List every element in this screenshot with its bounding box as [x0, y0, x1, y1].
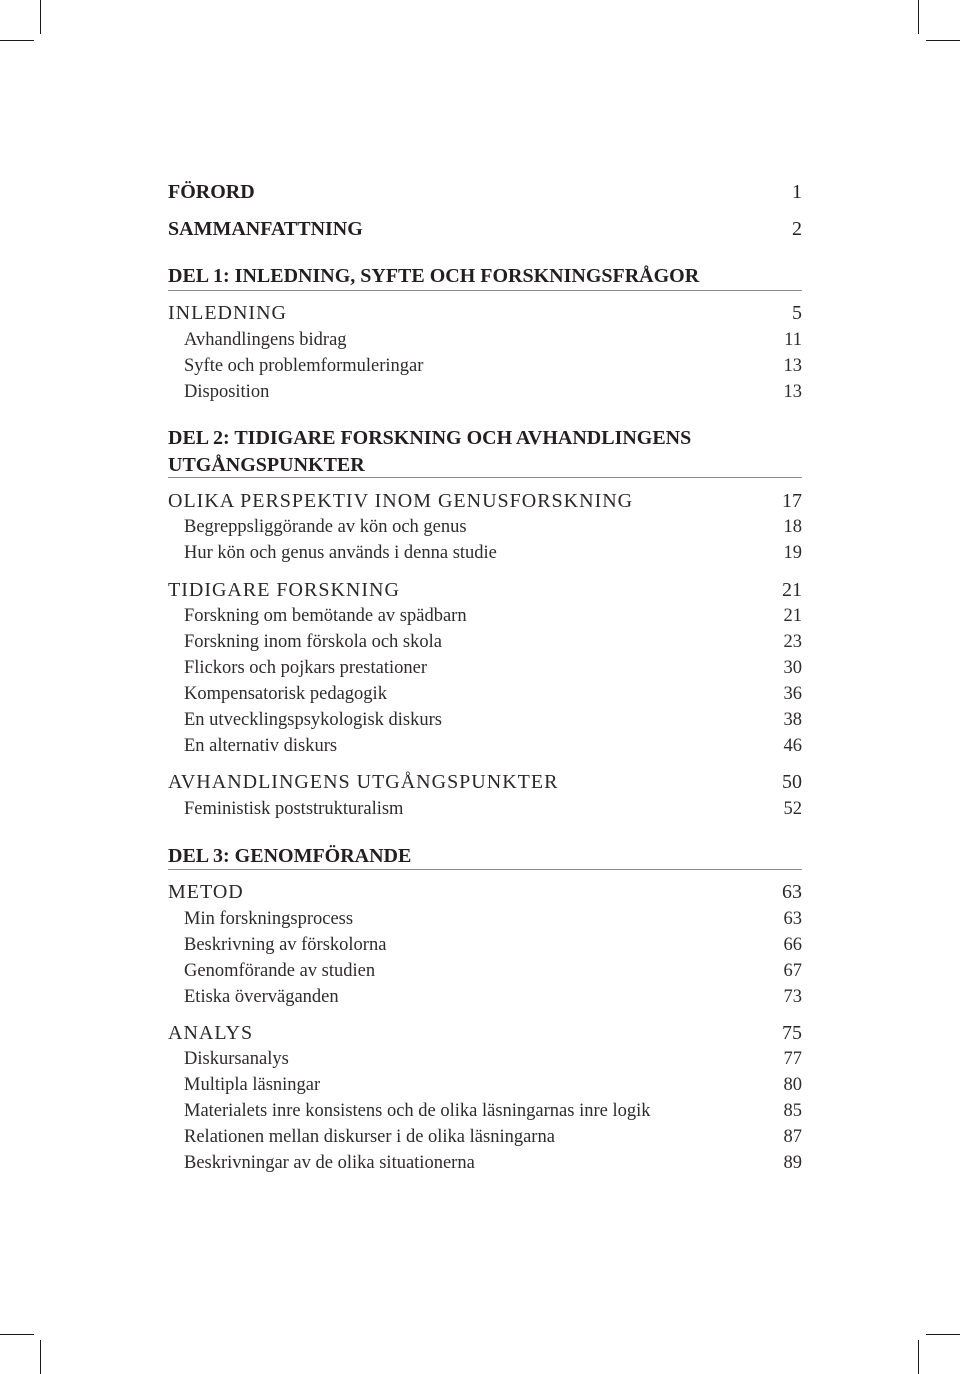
entry-title: INLEDNING: [168, 302, 287, 324]
entry-title: OLIKA PERSPEKTIV INOM GENUSFORSKNING: [168, 490, 634, 512]
entry-page-number: 87: [783, 1127, 802, 1147]
part-heading-2-continued: [168, 452, 802, 478]
toc-chapter-inledning[interactable]: [168, 300, 802, 326]
part-divider-rule: [168, 290, 802, 291]
part-divider-rule: [168, 477, 802, 478]
entry-title: Diskursanalys: [184, 1049, 289, 1069]
entry-title: Avhandlingens bidrag: [184, 330, 347, 350]
toc-section[interactable]: [184, 681, 802, 707]
toc-section[interactable]: [184, 1150, 802, 1176]
entry-title: TIDIGARE FORSKNING: [168, 579, 400, 601]
toc-section[interactable]: [184, 707, 802, 733]
entry-title: Syfte och problemformuleringar: [184, 356, 424, 376]
entry-title: Feministisk poststrukturalism: [184, 799, 404, 819]
toc-section[interactable]: [184, 958, 802, 984]
entry-page-number: 89: [783, 1153, 802, 1173]
entry-page-number: 21: [783, 606, 802, 626]
toc-chapter-analys[interactable]: [168, 1020, 802, 1046]
toc-chapter-olika-perspektiv[interactable]: [168, 488, 802, 514]
entry-title: Beskrivning av förskolorna: [184, 935, 387, 955]
entry-title: Beskrivningar av de olika situationerna: [184, 1153, 475, 1173]
entry-page-number: 30: [783, 658, 802, 678]
crop-mark-top-left-horizontal: [0, 40, 34, 41]
entry-title: Materialets inre konsistens och de olika läsningarnas inre logik: [184, 1101, 651, 1121]
entry-page-number: 38: [783, 710, 802, 730]
crop-mark-top-right-horizontal: [926, 40, 960, 41]
toc-section[interactable]: [184, 603, 802, 629]
entry-page-number: 5: [792, 302, 802, 324]
part-heading-3: [168, 843, 802, 869]
entry-page-number: 1: [792, 181, 802, 203]
toc-section[interactable]: [184, 327, 802, 353]
toc-section[interactable]: [184, 629, 802, 655]
crop-mark-bottom-right-horizontal: [926, 1334, 960, 1335]
entry-page-number: 66: [783, 935, 802, 955]
entry-page-number: 2: [792, 218, 802, 240]
toc-section[interactable]: [184, 906, 802, 932]
crop-mark-top-right-vertical: [918, 0, 919, 34]
crop-mark-bottom-left-vertical: [40, 1340, 41, 1374]
entry-page-number: 13: [783, 382, 802, 402]
toc-section[interactable]: [184, 379, 802, 405]
toc-chapter-avhandlingens-utgangspunkter[interactable]: [168, 769, 802, 795]
toc-entry-sammanfattning[interactable]: [168, 216, 802, 242]
entry-page-number: 67: [783, 961, 802, 981]
entry-title: En utvecklingspsykologisk diskurs: [184, 710, 442, 730]
entry-title: Relationen mellan diskurser i de olika läsningarna: [184, 1127, 555, 1147]
entry-title: Flickors och pojkars prestationer: [184, 658, 428, 678]
entry-page-number: 23: [783, 632, 802, 652]
entry-title: AVHANDLINGENS UTGÅNGSPUNKTER: [168, 771, 559, 793]
crop-mark-top-left-vertical: [40, 0, 41, 34]
entry-title: Kompensatorisk pedagogik: [184, 684, 387, 704]
entry-title: Forskning om bemötande av spädbarn: [184, 606, 467, 626]
entry-page-number: 50: [782, 771, 802, 793]
part-heading-text: DEL 3: GENOMFÖRANDE: [168, 845, 412, 867]
crop-mark-bottom-left-horizontal: [0, 1334, 34, 1335]
entry-title: ANALYS: [168, 1022, 254, 1044]
toc-entry-forord[interactable]: [168, 179, 802, 205]
entry-page-number: 13: [783, 356, 802, 376]
toc-section[interactable]: [184, 1072, 802, 1098]
entry-page-number: 11: [784, 330, 802, 350]
part-heading-1: [168, 263, 802, 289]
entry-title: Min forskningsprocess: [184, 909, 354, 929]
entry-page-number: 73: [783, 987, 802, 1007]
entry-title: Multipla läsningar: [184, 1075, 321, 1095]
entry-title: FÖRORD: [168, 181, 255, 203]
entry-page-number: 21: [782, 579, 802, 601]
part-heading-2: [168, 425, 802, 451]
entry-page-number: 36: [783, 684, 802, 704]
crop-mark-bottom-right-vertical: [918, 1340, 919, 1374]
toc-section[interactable]: [184, 733, 802, 759]
toc-section[interactable]: [184, 796, 802, 822]
entry-title: Genomförande av studien: [184, 961, 376, 981]
toc-section[interactable]: [184, 1046, 802, 1072]
toc-section[interactable]: [184, 1098, 802, 1124]
toc-section[interactable]: [184, 984, 802, 1010]
entry-page-number: 77: [783, 1049, 802, 1069]
entry-title: En alternativ diskurs: [184, 736, 338, 756]
part-heading-text: UTGÅNGSPUNKTER: [168, 454, 365, 476]
toc-section[interactable]: [184, 1124, 802, 1150]
entry-page-number: 52: [783, 799, 802, 819]
entry-title: Disposition: [184, 382, 270, 402]
entry-title: METOD: [168, 881, 244, 903]
entry-page-number: 18: [783, 517, 802, 537]
entry-page-number: 19: [783, 543, 802, 563]
entry-title: Hur kön och genus används i denna studie: [184, 543, 497, 563]
entry-page-number: 46: [783, 736, 802, 756]
entry-title: Forskning inom förskola och skola: [184, 632, 442, 652]
entry-page-number: 63: [782, 881, 802, 903]
toc-section[interactable]: [184, 514, 802, 540]
part-divider-rule: [168, 869, 802, 870]
entry-title: SAMMANFATTNING: [168, 218, 363, 240]
entry-title: Begreppsliggörande av kön och genus: [184, 517, 467, 537]
toc-section[interactable]: [184, 655, 802, 681]
part-heading-text: DEL 2: TIDIGARE FORSKNING OCH AVHANDLINGENS: [168, 427, 692, 449]
entry-page-number: 80: [783, 1075, 802, 1095]
toc-section[interactable]: [184, 932, 802, 958]
toc-section[interactable]: [184, 353, 802, 379]
entry-page-number: 85: [783, 1101, 802, 1121]
entry-title: Etiska överväganden: [184, 987, 339, 1007]
toc-chapter-metod[interactable]: [168, 879, 802, 905]
toc-chapter-tidigare-forskning[interactable]: [168, 577, 802, 603]
entry-page-number: 17: [782, 490, 802, 512]
entry-page-number: 63: [783, 909, 802, 929]
entry-page-number: 75: [782, 1022, 802, 1044]
toc-section[interactable]: [184, 540, 802, 566]
part-heading-text: DEL 1: INLEDNING, SYFTE OCH FORSKNINGSFRÅGOR: [168, 265, 700, 287]
